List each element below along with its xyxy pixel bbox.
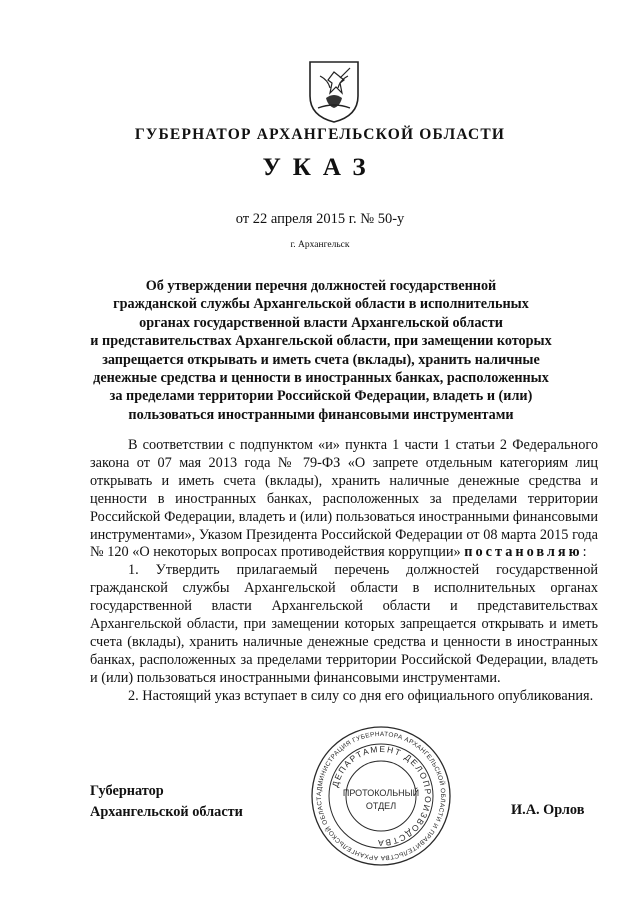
preamble-paragraph bbox=[90, 437, 598, 562]
title-line: за пределами территории Российской Федерации, владеть и (или) bbox=[109, 388, 533, 405]
title-line: органах государственной власти Архангельской области bbox=[139, 314, 503, 331]
seal-center-line: ОТДЕЛ bbox=[365, 801, 397, 811]
item-2-paragraph: 2. Настоящий указ вступает в силу со дня его официального опубликования. bbox=[128, 687, 594, 704]
document-date-number: от 22 апреля 2015 г. № 50-у bbox=[235, 211, 405, 227]
seal-inner-text: ДЕПАРТАМЕНТ ДЕЛОПРОИЗВОДСТВА bbox=[329, 743, 434, 849]
title-line: денежные средства и ценности в иностранных банках, расположенных bbox=[93, 370, 549, 387]
title-line: запрещается открывать и иметь счета (вклады), хранить наличные bbox=[102, 351, 540, 368]
coat-of-arms-icon bbox=[306, 58, 362, 124]
issuer-heading: ГУБЕРНАТОР АРХАНГЕЛЬСКОЙ ОБЛАСТИ bbox=[134, 126, 506, 143]
title-line: Об утверждении перечня должностей государственной bbox=[145, 278, 497, 294]
document-title bbox=[80, 277, 562, 424]
position-line: Губернатор bbox=[90, 783, 164, 799]
title-line: и представительствах Архангельской области, при замещении которых bbox=[90, 333, 552, 350]
decree-word: постановляю bbox=[464, 544, 583, 561]
title-line: гражданской службы Архангельской области в исполнительных bbox=[113, 296, 529, 313]
document-type: УКАЗ bbox=[262, 154, 378, 181]
signatory-position bbox=[90, 781, 243, 823]
document-city: г. Архангельск bbox=[290, 240, 350, 250]
title-line: пользоваться иностранными финансовыми инструментами bbox=[128, 406, 514, 423]
official-seal bbox=[310, 725, 452, 867]
document-body bbox=[90, 437, 598, 706]
decree-colon: : bbox=[582, 544, 587, 561]
item-1-paragraph: 1. Утвердить прилагаемый перечень должностей государственной гражданской службы Архангельской области в исполнительных органах государственной власти Архангельской области и представительствах Архангельской области, при замещении которых запрещается открывать и иметь счета (вклады), хранить наличные денежные средства и ценности в иностранных банках, расположенных за пределами территории Российской Федерации, владеть и (или) пользоваться иностранными финансовыми инструментами. bbox=[90, 562, 598, 686]
seal-outer-text: АДМИНИСТРАЦИЯ ГУБЕРНАТОРА АРХАНГЕЛЬСКОЙ ОБЛАСТИ И ПРАВИТЕЛЬСТВА АРХАНГЕЛЬСКОЙ ОБЛАСТ bbox=[315, 730, 447, 862]
preamble-text: В соответствии с подпунктом «и» пункта 1 части 1 статьи 2 Федерального закона от 07 мая 2013 года № 79-ФЗ «О запрете отдельным категориям лиц открывать и иметь счета (вклады), хранить наличные денежные средства и ценности в иностранных банках, расположенных за пределами территории Российской Федерации, владеть и (или) пользоваться иностранными финансовыми инструментами», Указом Президента Российской Федерации от 08 марта 2015 года № 120 «О некоторых вопросах противодействия коррупции» bbox=[90, 437, 598, 561]
signatory-name: И.А. Орлов bbox=[511, 802, 585, 818]
position-line: Архангельской области bbox=[90, 804, 243, 820]
seal-center-text bbox=[310, 787, 452, 813]
seal-center-line: ПРОТОКОЛЬНЫЙ bbox=[342, 788, 420, 798]
